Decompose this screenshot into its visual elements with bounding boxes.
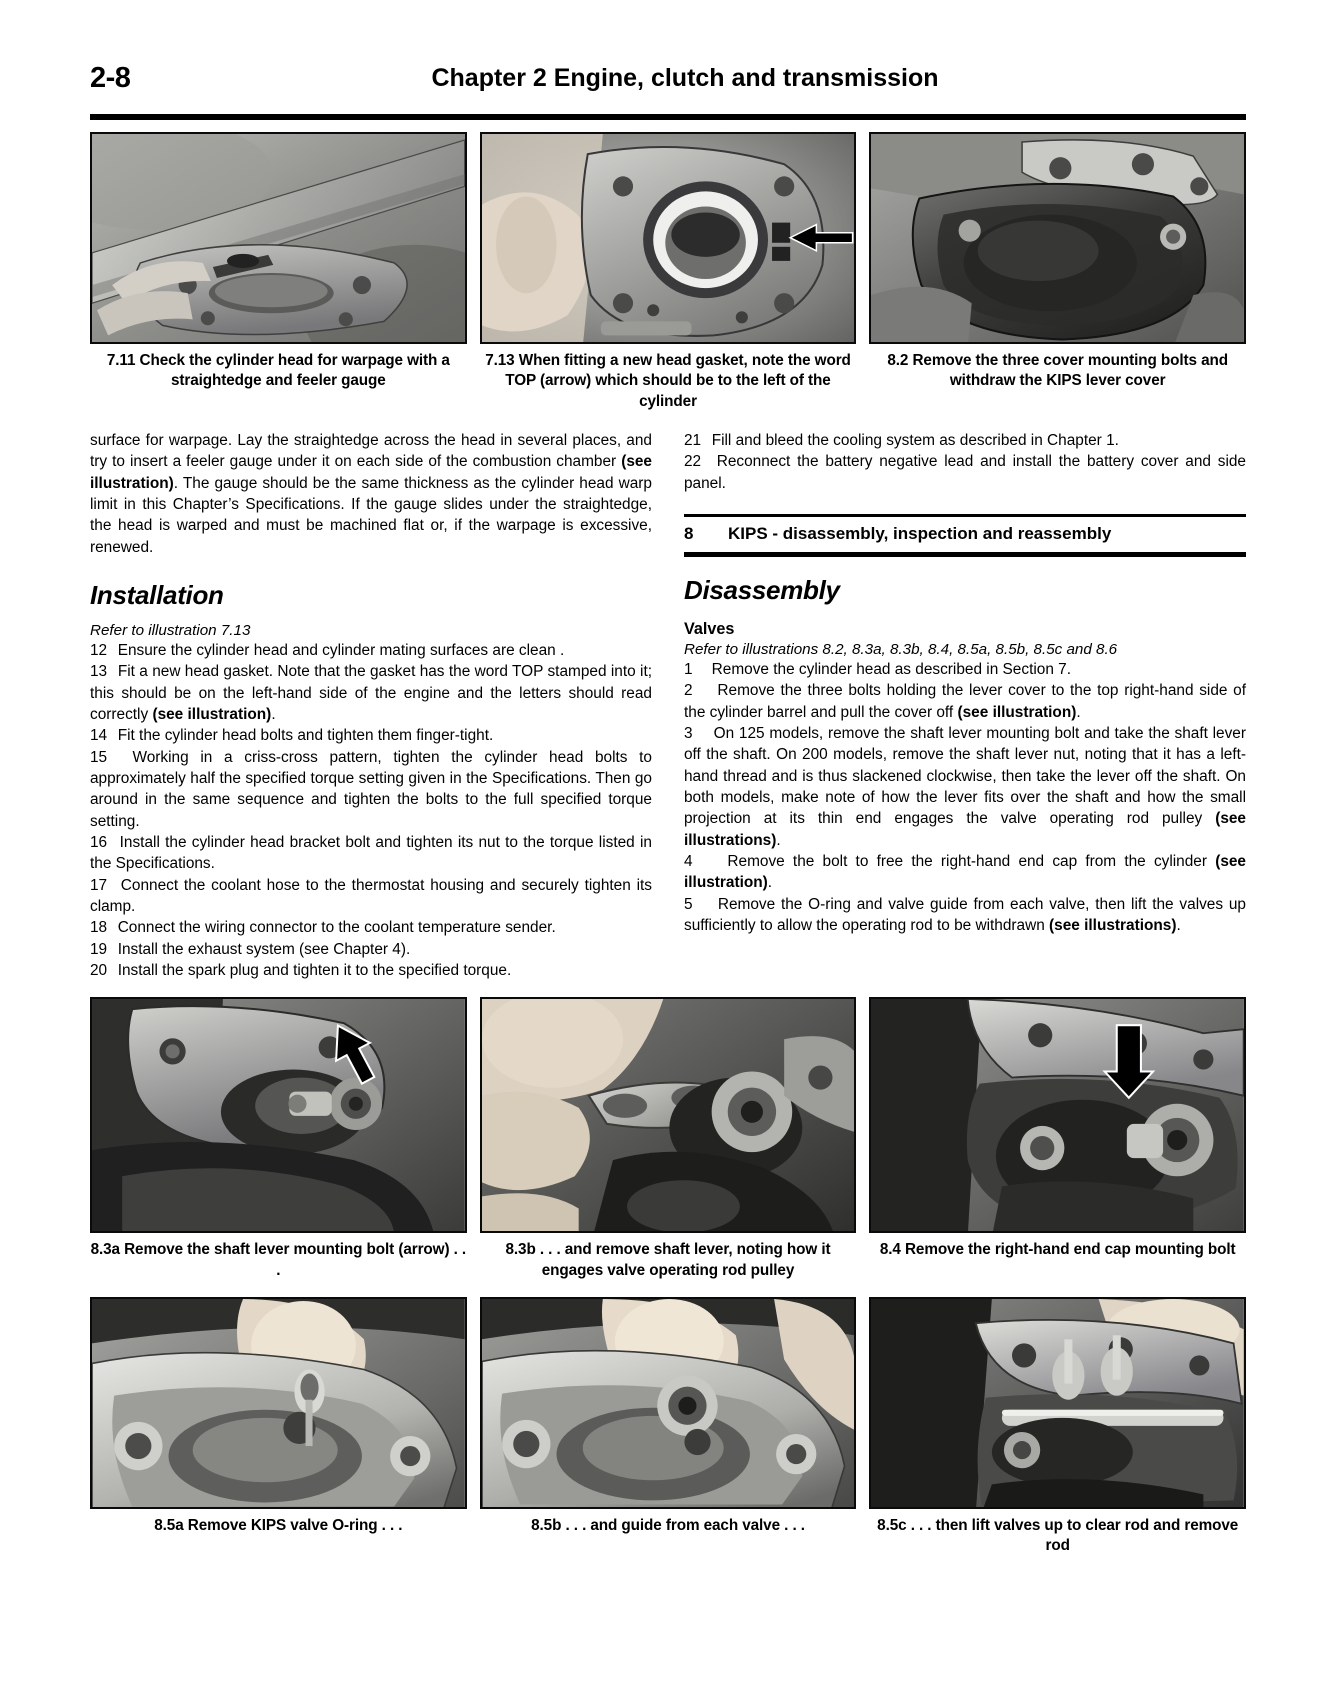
- header-divider: [90, 114, 1246, 120]
- figure-row-bottom: [90, 1297, 1246, 1557]
- step-20: [90, 960, 652, 981]
- step-13: [90, 661, 652, 725]
- step-16-number: 16: [90, 833, 108, 851]
- photo-8-4: [869, 997, 1246, 1233]
- section-8-title: KIPS - disassembly, inspection and reassembly: [728, 524, 1112, 544]
- kips-step-5-number: 5: [684, 895, 693, 913]
- step-12-number: 12: [90, 642, 108, 659]
- kips-step-3-number: 3: [684, 725, 693, 742]
- step-21-number: 21: [684, 432, 702, 450]
- step-19-number: 19: [90, 940, 108, 958]
- step-13-text-a: Fit a new head gasket. Note that the gasket has the word TOP stamped into it; this should be on the left-hand side of the engine and the letters should read correctly: [90, 663, 652, 723]
- kips-step-4-bold: (see illustration): [684, 852, 1246, 892]
- heading-disassembly: Disassembly: [684, 575, 840, 606]
- manual-page: [90, 0, 1246, 1707]
- figure-8-3a: [90, 997, 467, 1281]
- caption-7-11: 7.11 Check the cylinder head for warpage with a straightedge and feeler gauge: [106, 352, 450, 390]
- step-22-number: 22: [684, 453, 702, 471]
- body-columns: [90, 430, 1246, 981]
- photo-8-5b: [480, 1297, 857, 1509]
- page-number: 2-8: [90, 62, 131, 94]
- kips-step-2-text-a: Remove the three bolts holding the lever cover to the top right-hand side of the cylinder barrel and pull the cover off: [684, 682, 1247, 721]
- photo-7-13: [480, 132, 857, 344]
- photo-7-11: [90, 132, 467, 344]
- refer-line-installation: Refer to illustration 7.13: [90, 622, 251, 639]
- kips-step-4-text-b: .: [767, 874, 773, 892]
- step-21: [684, 430, 1246, 451]
- step-15-text: Working in a criss-cross pattern, tighten the cylinder head bolts to approximately half the specified torque setting given in the Specifications. Then go around in the same sequence and tighten the bolts to the full specified torque setting.: [90, 748, 652, 830]
- caption-7-13: 7.13 When fitting a new head gasket, note the word TOP (arrow) which should be to the left of the cylinder: [485, 352, 851, 410]
- photo-8-3a: [90, 997, 467, 1233]
- step-22-text: Reconnect the battery negative lead and install the battery cover and side panel.: [684, 453, 1246, 492]
- photo-8-3b-image: [482, 999, 855, 1233]
- caption-8-5a: 8.5a Remove KIPS valve O-ring . . .: [154, 1516, 403, 1534]
- heading-installation: Installation: [90, 580, 224, 610]
- step-16: [90, 832, 652, 875]
- figure-8-4: [869, 997, 1246, 1281]
- step-19: [90, 939, 652, 960]
- step-17: [90, 875, 652, 918]
- kips-step-4-text-a: Remove the bolt to free the right-hand end cap from the cylinder: [727, 852, 1216, 870]
- photo-8-5a-image: [92, 1299, 465, 1509]
- section-8-header: [684, 517, 1246, 552]
- kips-step-1-text: Remove the cylinder head as described in Section 7.: [711, 661, 1071, 679]
- kips-step-1: [684, 659, 1246, 680]
- step-19-text: Install the exhaust system (see Chapter 4).: [117, 940, 411, 958]
- kips-step-3-text-b: .: [776, 831, 781, 849]
- kips-step-5-text-a: Remove the O-ring and valve guide from each valve, then lift the valves up sufficiently to allow the operating rod to be withdrawn: [684, 895, 1246, 934]
- section-8-band: [684, 514, 1246, 557]
- figure-row-middle: [90, 997, 1246, 1281]
- caption-8-3b: 8.3b . . . and remove shaft lever, noting how it engages valve operating rod pulley: [505, 1241, 831, 1279]
- figure-7-13: [480, 132, 857, 412]
- kips-step-3: [684, 723, 1246, 851]
- kips-step-2-text-b: .: [1076, 703, 1081, 721]
- step-13-text-b: .: [271, 705, 276, 723]
- photo-8-3b: [480, 997, 857, 1233]
- figure-row-top: [90, 132, 1246, 412]
- step-17-number: 17: [90, 876, 108, 894]
- photo-8-3a-image: [92, 999, 465, 1233]
- step-13-number: 13: [90, 663, 108, 681]
- chapter-title: Chapter 2 Engine, clutch and transmission: [431, 64, 939, 92]
- photo-8-2-image: [871, 134, 1244, 344]
- section-8-number: 8: [684, 524, 694, 544]
- photo-7-13-image: [482, 134, 855, 344]
- kips-step-5: [684, 894, 1246, 937]
- caption-8-2: 8.2 Remove the three cover mounting bolts and withdraw the KIPS lever cover: [887, 352, 1228, 390]
- step-13-bold: (see illustration): [152, 705, 272, 723]
- step-20-text: Install the spark plug and tighten it to the specified torque.: [117, 961, 512, 979]
- figure-8-5b: [480, 1297, 857, 1557]
- caption-8-5c: 8.5c . . . then lift valves up to clear rod and remove rod: [877, 1516, 1239, 1555]
- kips-step-3-bold: (see illustrations): [684, 810, 1246, 849]
- photo-8-4-image: [871, 999, 1244, 1233]
- caption-8-3a: 8.3a Remove the shaft lever mounting bolt (arrow) . . .: [90, 1241, 467, 1279]
- step-22: [684, 451, 1246, 494]
- page-header: [90, 62, 1246, 118]
- figure-8-3b: [480, 997, 857, 1281]
- kips-step-5-text-b: .: [1176, 916, 1181, 934]
- paragraph-warpage-continued: [90, 430, 652, 558]
- step-18-text: Connect the wiring connector to the coolant temperature sender.: [117, 919, 556, 937]
- caption-8-4: 8.4 Remove the right-hand end cap mounting bolt: [879, 1241, 1236, 1259]
- photo-8-5c: [869, 1297, 1246, 1509]
- photo-8-2: [869, 132, 1246, 344]
- kips-step-4-number: 4: [684, 852, 693, 870]
- figure-8-2: [869, 132, 1246, 412]
- figure-8-5c: [869, 1297, 1246, 1557]
- kips-step-1-number: 1: [684, 661, 693, 679]
- kips-step-3-text-a: On 125 models, remove the shaft lever mounting bolt and take the shaft lever off the shaft. On 200 models, remove the shaft lever nut, noting that it has a left-hand thread and is thus slackened clockwise, then take the lever off the shaft. On both models, make note of how the lever fits over the shaft and how the small projection at its thin end engages the valve operating rod pulley: [684, 725, 1246, 828]
- step-15-number: 15: [90, 748, 108, 766]
- step-18-number: 18: [90, 919, 108, 937]
- step-14: [90, 725, 652, 746]
- step-20-number: 20: [90, 961, 108, 979]
- photo-7-11-image: [92, 134, 465, 344]
- figure-8-5a: [90, 1297, 467, 1557]
- photo-8-5b-image: [482, 1299, 855, 1509]
- step-14-text: Fit the cylinder head bolts and tighten them finger-tight.: [117, 727, 494, 745]
- kips-step-2-bold: (see illustration): [957, 703, 1077, 721]
- right-column: [684, 430, 1246, 981]
- see-illustration-bold-1: (see illustration): [90, 453, 652, 492]
- warpage-text-c: . The gauge should be the same thickness as the cylinder head warp limit in this Chapter’s Specifications. If the gauge slides under the straightedge, the head is warped and must be machined flat or, if the warpage is excessive, renewed.: [90, 474, 652, 556]
- step-15: [90, 747, 652, 832]
- photo-8-5a: [90, 1297, 467, 1509]
- step-16-text: Install the cylinder head bracket bolt and tighten its nut to the torque listed in the Specifications.: [90, 833, 652, 873]
- kips-step-2: [684, 680, 1246, 723]
- warpage-text-a: surface for warpage. Lay the straightedge across the head in several places, and try to insert a feeler gauge under it on each side of the combustion chamber: [90, 432, 652, 471]
- figure-7-11: [90, 132, 467, 412]
- photo-8-5c-image: [871, 1299, 1244, 1509]
- subheading-valves: Valves: [684, 620, 735, 639]
- step-17-text: Connect the coolant hose to the thermostat housing and securely tighten its clamp.: [90, 876, 652, 915]
- left-column: [90, 430, 652, 981]
- step-12: [90, 640, 652, 661]
- refer-line-valves: Refer to illustrations 8.2, 8.3a, 8.3b, 8.4, 8.5a, 8.5b, 8.5c and 8.6: [684, 641, 1118, 659]
- step-18: [90, 917, 652, 938]
- kips-step-4: [684, 851, 1246, 894]
- kips-step-5-bold: (see illustrations): [1049, 916, 1177, 934]
- caption-8-5b: 8.5b . . . and guide from each valve . . .: [531, 1516, 805, 1534]
- section-rule-bottom: [684, 552, 1246, 557]
- kips-step-2-number: 2: [684, 682, 693, 700]
- step-12-text: Ensure the cylinder head and cylinder mating surfaces are clean .: [117, 642, 565, 659]
- step-14-number: 14: [90, 727, 108, 745]
- step-21-text: Fill and bleed the cooling system as described in Chapter 1.: [711, 432, 1119, 450]
